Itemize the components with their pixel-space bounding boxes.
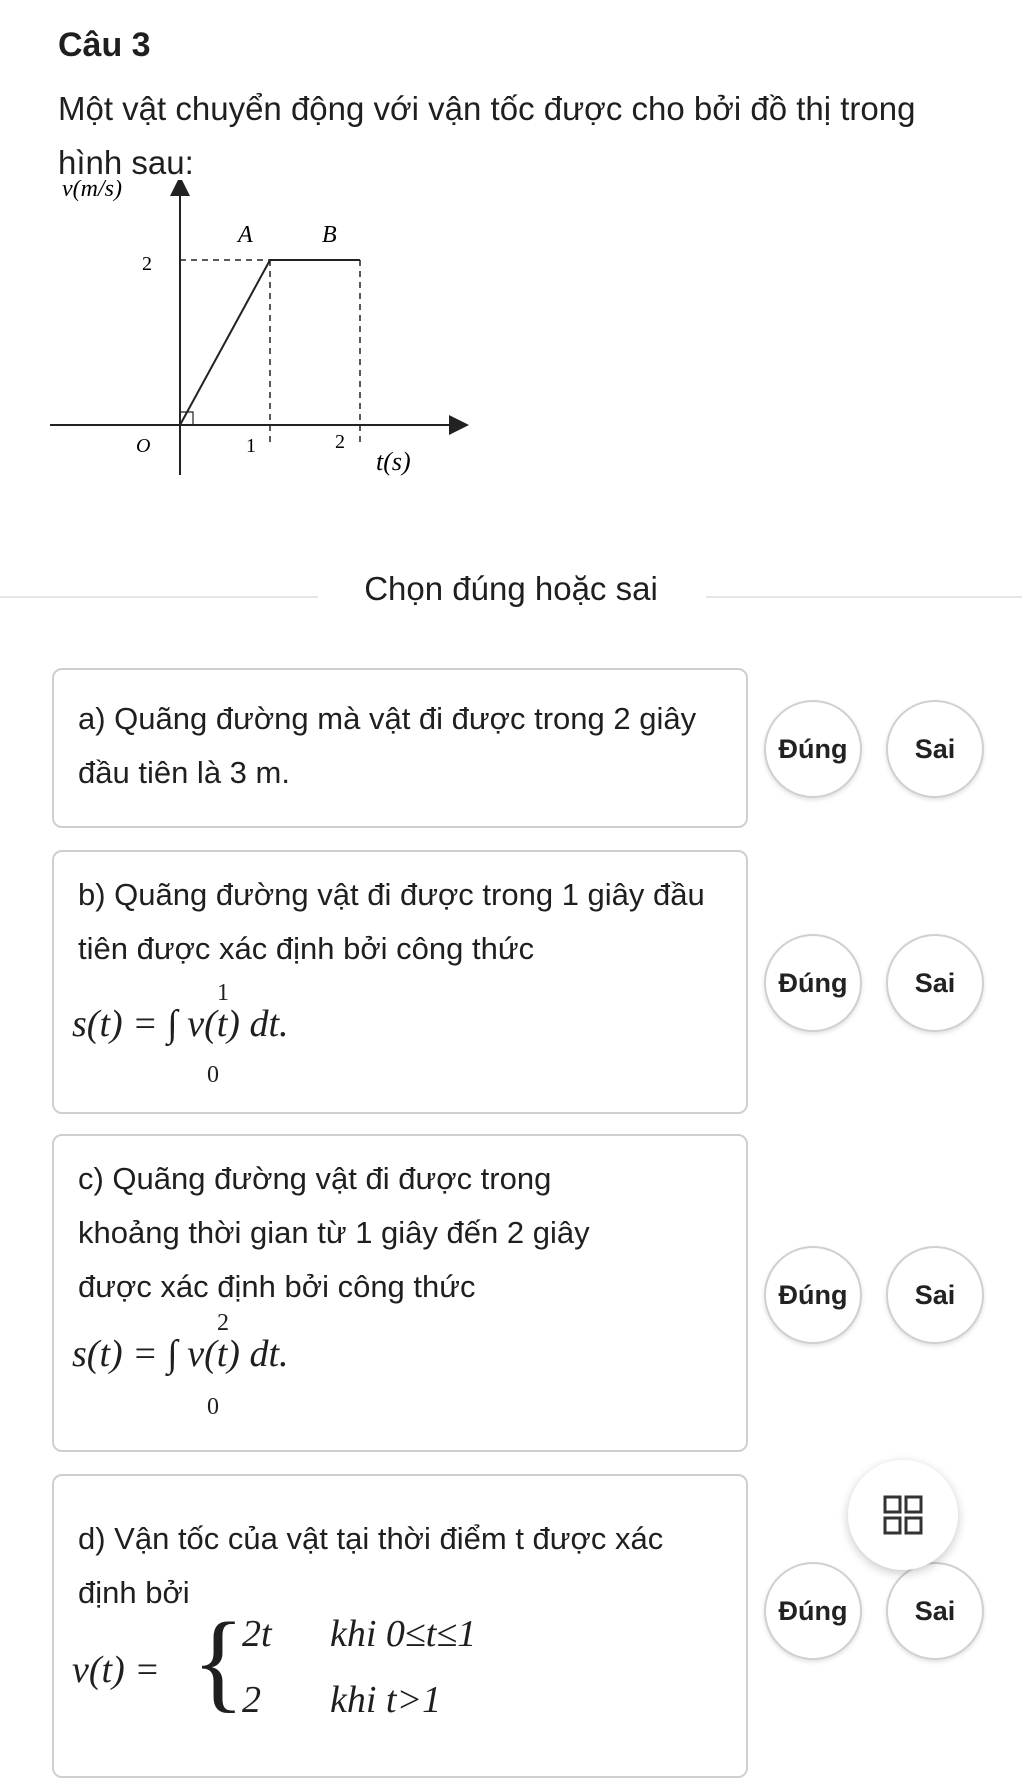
case1-expr: 2t: [242, 1613, 272, 1655]
false-button-b[interactable]: Sai: [886, 934, 984, 1032]
question-title: Câu 3: [58, 26, 151, 64]
brace: {: [192, 1600, 245, 1722]
statement-card-d: [52, 1474, 748, 1778]
true-button-d[interactable]: Đúng: [764, 1562, 862, 1660]
statement-card-c: [52, 1134, 748, 1452]
true-button-a[interactable]: Đúng: [764, 700, 862, 798]
statement-b-lower-limit: 0: [207, 1062, 219, 1088]
statement-a-text: a) Quãng đường mà vật đi được trong 2 giây đầu tiên là 3 m.: [78, 701, 697, 790]
statement-c-text: c) Quãng đường vật đi được trong khoảng thời gian từ 1 giây đến 2 giây được xác định bởi công thức: [78, 1161, 590, 1304]
statement-d-text: d) Vận tốc của vật tại thời điểm t được xác định bởi: [78, 1521, 664, 1610]
origin-label: O: [136, 435, 151, 457]
y-axis-label: v(m/s): [62, 180, 122, 202]
statement-card-a: [52, 668, 748, 828]
statement-d-lhs: v(t) =: [72, 1649, 160, 1691]
x-tick-2: 2: [335, 431, 345, 453]
false-button-d[interactable]: Sai: [886, 1562, 984, 1660]
statement-b-upper-limit: 1: [217, 980, 229, 1006]
case2-expr: 2: [242, 1679, 261, 1721]
statement-card-b: [52, 850, 748, 1114]
statement-b-text: b) Quãng đường vật đi được trong 1 giây đầu tiên được xác định bởi công thức: [78, 877, 705, 966]
section-title: Chọn đúng hoặc sai: [364, 570, 658, 607]
statement-b-formula: s(t) = ∫ v(t) dt.: [72, 1003, 289, 1045]
statement-c-upper-limit: 2: [217, 1310, 229, 1336]
question-text: Một vật chuyển động với vận tốc được cho bởi đồ thị trong hình sau:: [58, 90, 916, 181]
point-b-label: B: [322, 222, 337, 248]
statement-c-formula: s(t) = ∫ v(t) dt.: [72, 1333, 289, 1375]
true-button-b[interactable]: Đúng: [764, 934, 862, 1032]
x-axis-label: t(s): [376, 447, 411, 476]
case2-cond: khi t>1: [330, 1679, 442, 1721]
velocity-graph: [50, 180, 510, 540]
false-button-c[interactable]: Sai: [886, 1246, 984, 1344]
false-button-a[interactable]: Sai: [886, 700, 984, 798]
statement-d-formula: [72, 1600, 592, 1742]
case1-cond: khi 0≤t≤1: [330, 1613, 477, 1655]
y-tick-label: 2: [142, 253, 152, 275]
x-tick-1: 1: [246, 435, 256, 457]
grid-menu-button[interactable]: [848, 1460, 958, 1570]
statement-c-lower-limit: 0: [207, 1394, 219, 1420]
point-a-label: A: [238, 222, 253, 248]
true-button-c[interactable]: Đúng: [764, 1246, 862, 1344]
grid-icon: [883, 1495, 923, 1535]
